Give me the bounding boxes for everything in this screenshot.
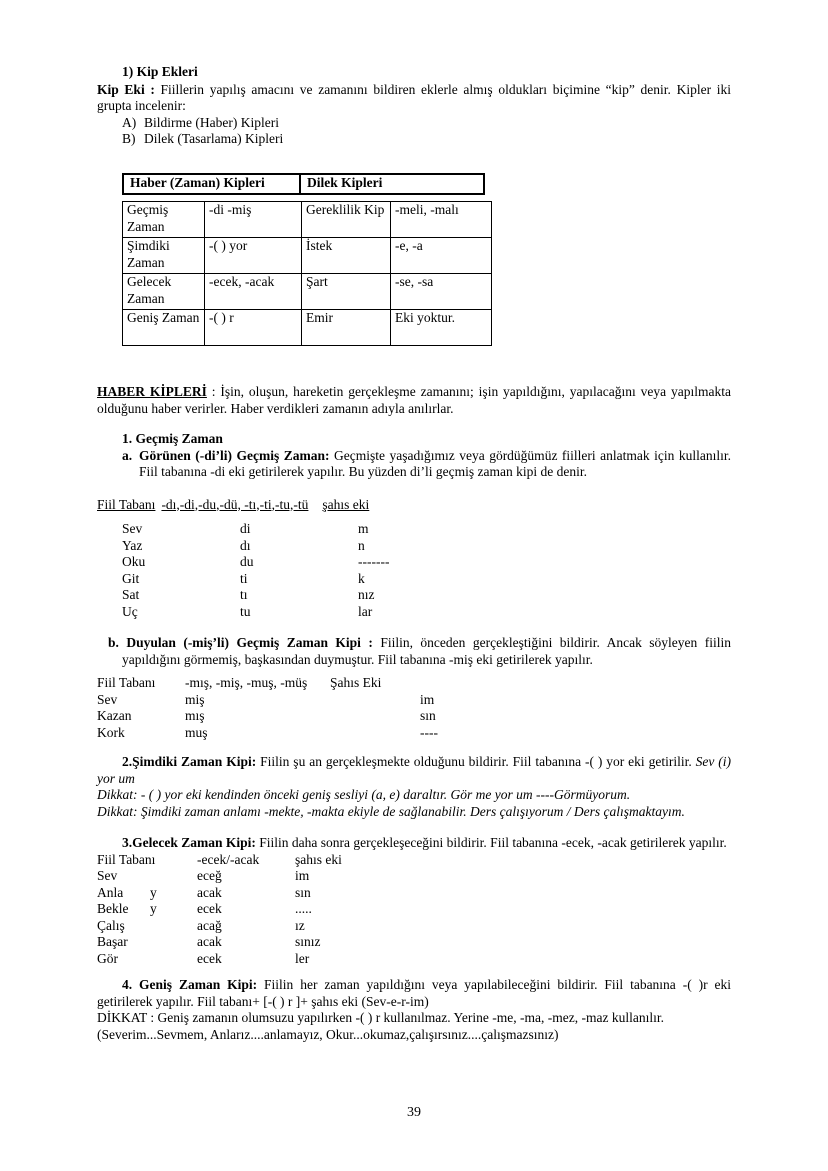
table-cell: -( ) r: [205, 310, 302, 346]
tense-suffix: dı: [240, 537, 251, 553]
verb-stem: Sev: [97, 868, 118, 883]
duyulan-heading: b. Duyulan (-miş’li) Geçmiş Zaman Kipi :: [108, 635, 373, 650]
person-suffix: lar: [358, 603, 373, 619]
list-marker-a: A): [122, 114, 137, 130]
conjugation-row: [122, 554, 731, 571]
col-header: Fiil Tabanı: [97, 851, 156, 867]
verb-stem: Yaz: [122, 537, 143, 553]
haber-kipleri-heading: HABER KİPLERİ: [97, 384, 207, 399]
conjugation-header-row: [97, 675, 731, 692]
tense-suffix: muş: [185, 724, 208, 740]
conjugation-row: [97, 708, 731, 725]
person-suffix: .....: [295, 901, 312, 916]
tense-suffix: eceğ: [197, 868, 222, 883]
header-cell-haber: Haber (Zaman) Kipleri: [123, 174, 300, 195]
conjugation-row: [97, 885, 731, 902]
buffer-letter: y: [150, 884, 157, 900]
genis-heading: 4. Geniş Zaman Kipi:: [122, 977, 258, 992]
haber-kipleri-paragraph: [97, 384, 731, 417]
verb-stem: Kork: [97, 724, 125, 740]
kip-types-header-table: [122, 173, 485, 196]
page-content: [97, 64, 731, 1043]
simdiki-text: Fiilin şu an gerçekleşmekte olduğunu bildirir. Fiil tabanına -( ) yor eki getirilir.: [256, 754, 696, 769]
haber-text: İşin, oluşun, hareketin gerçekleşme zamanını; işin yapıldığını, yapılacağını veya yapılmakta olduğunu haber verirler. Haber verdikleri zamanın adıyla anılırlar.: [97, 384, 731, 416]
simdiki-paragraph: [97, 754, 731, 787]
buffer-letter: y: [150, 901, 157, 916]
table-cell: Geniş Zaman: [123, 310, 205, 346]
verb-stem: Sev: [122, 521, 143, 536]
conjugation-row: [97, 725, 731, 742]
table-cell: -( ) yor: [205, 238, 302, 274]
col-header: Fiil Tabanı: [97, 675, 156, 690]
tense-suffix: ecek: [197, 950, 222, 966]
conjugation-row: [97, 934, 731, 951]
gorunen-text: Geçmişte yaşadığımız veya gördüğümüz fiilleri anlatmak için kullanılır. Fiil tabanına -di eki getirilerek yapılır. Bu yüzden di’li geçmiş zaman kipi de denir.: [139, 447, 732, 479]
table-cell: Gereklilik Kip: [302, 202, 391, 238]
conjugation-row: [97, 951, 731, 968]
dikkat-note-1: Dikkat: - ( ) yor eki kendinden önceki geniş sesliyi (a, e) daraltır. Gör me yor um ----Görmüyorum.: [97, 787, 631, 802]
col-header: şahıs eki: [295, 851, 342, 867]
tense-suffix: acak: [197, 934, 222, 949]
formula-suffix-list: -dı,-di,-du,-dü, -tı,-ti,-tu,-tü: [161, 496, 309, 512]
buffer-letter: [150, 951, 197, 968]
genis-dikkat-note: DİKKAT : Geniş zamanın olumsuzu yapılırken -( ) r kullanılmaz. Yerine -me, -ma, -mez, -maz kullanılır.: [97, 1010, 664, 1025]
col-header: -ecek/-acak: [197, 851, 260, 867]
table-row: [123, 274, 492, 310]
kip-suffix-table: [122, 201, 492, 346]
verb-stem: Uç: [122, 603, 138, 619]
conjugation-row: [97, 868, 731, 885]
table-cell: İstek: [302, 238, 391, 274]
dikkat-note-2: Dikkat: Şimdiki zaman anlamı -mekte, -makta ekiyle de sağlanabilir. Ders çalışıyorum / Ders çalışmaktayım.: [97, 803, 685, 819]
table-cell: -e, -a: [391, 238, 492, 274]
tense-suffix: di: [240, 521, 251, 536]
buffer-letter: [150, 934, 197, 951]
person-suffix: n: [358, 537, 365, 553]
table-cell: Geçmiş Zaman: [123, 202, 205, 238]
conjugation-row: [97, 901, 731, 918]
duyulan-paragraph: [108, 635, 731, 668]
person-suffix: im: [295, 868, 310, 883]
gelecek-heading: 3.Gelecek Zaman Kipi:: [122, 835, 256, 850]
col-header: Şahıs Eki: [330, 675, 382, 690]
item-marker-a: a.: [122, 447, 133, 463]
table-row: [123, 310, 492, 346]
verb-stem: Sev: [97, 691, 118, 707]
mis-conjugation-table: [97, 675, 731, 741]
table-row: [123, 202, 492, 238]
tense-suffix: acak: [197, 884, 222, 900]
list-label-a: Bildirme (Haber) Kipleri: [144, 114, 279, 130]
table-cell: Gelecek Zaman: [123, 274, 205, 310]
list-item-a: [122, 115, 731, 132]
col-header: -mış, -miş, -muş, -müş: [185, 675, 308, 690]
tense-suffix: miş: [185, 691, 205, 707]
verb-stem: Oku: [122, 554, 146, 569]
conjugation-header-row: [97, 852, 731, 869]
verb-stem: Sat: [122, 587, 140, 602]
person-suffix: k: [358, 570, 365, 586]
table-cell: -se, -sa: [391, 274, 492, 310]
person-suffix: sın: [295, 884, 311, 900]
di-conjugation-table: [97, 521, 731, 620]
list-marker-b: B): [122, 131, 136, 146]
conjugation-row: [122, 587, 731, 604]
kip-eki-definition: [97, 82, 731, 115]
person-suffix: ler: [295, 950, 310, 966]
table-cell: Emir: [302, 310, 391, 346]
kip-groups-list: [97, 115, 731, 148]
person-suffix: im: [420, 691, 435, 707]
tense-suffix: ecek: [197, 901, 222, 916]
table-cell: -ecek, -acak: [205, 274, 302, 310]
tense-suffix: tu: [240, 603, 251, 619]
verb-stem: Bekle: [97, 901, 129, 916]
person-suffix: nız: [358, 587, 375, 602]
formula-fiil-tabani: Fiil Tabanı: [97, 496, 156, 512]
genis-examples: (Severim...Sevmem, Anlarız....anlamayız, Okur...okumaz,çalışırsınız....çalışmazsınız): [97, 1026, 559, 1042]
conjugation-row: [122, 521, 731, 538]
genis-paragraph: [97, 977, 731, 1010]
tense-suffix: ti: [240, 570, 248, 586]
table-row: [123, 174, 484, 195]
table-row: [123, 238, 492, 274]
di-formula-line: [97, 497, 731, 514]
conjugation-row: [122, 571, 731, 588]
page-number: 39: [407, 1104, 421, 1120]
tense-suffix: du: [240, 554, 254, 569]
list-label-b: Dilek (Tasarlama) Kipleri: [144, 131, 284, 146]
list-item-b: [122, 131, 731, 148]
formula-sahis-eki: şahıs eki: [322, 496, 370, 512]
page-title: 1) Kip Ekleri: [122, 64, 198, 79]
gelecek-text: Fiilin daha sonra gerçekleşeceğini bildirir. Fiil tabanına -ecek, -acak getirilerek yapılır.: [255, 835, 727, 850]
person-suffix: ız: [295, 917, 305, 933]
simdiki-example: Sev (i) yor um: [97, 754, 731, 786]
gecmis-zaman-heading: 1. Geçmiş Zaman: [122, 431, 223, 446]
header-cell-dilek: Dilek Kipleri: [300, 174, 484, 195]
verb-stem: Başar: [97, 934, 128, 949]
tense-suffix: mış: [185, 708, 205, 723]
gelecek-conjugation-table: [97, 852, 731, 968]
tense-suffix: acağ: [197, 917, 222, 933]
person-suffix: sın: [420, 708, 436, 723]
conjugation-row: [122, 604, 731, 621]
duyulan-text: Fiilin, önceden gerçekleştiğini bildirir. Ancak söyleyen fiilin yapıldığını görmemiş, başkasından duymuştur. Fiil tabanına -miş eki getirilerek yapılır.: [122, 635, 731, 667]
conjugation-row: [97, 918, 731, 935]
verb-stem: Kazan: [97, 708, 132, 723]
buffer-letter: [150, 868, 197, 885]
kip-eki-text: Fiillerin yapılış amacını ve zamanını bildiren eklerle almış oldukları biçimine “kip” denir. Kipler iki grupta incelenir:: [97, 81, 731, 113]
verb-stem: Çalış: [97, 917, 125, 933]
verb-stem: Gör: [97, 950, 118, 966]
tense-suffix: tı: [240, 587, 248, 602]
kip-eki-label: Kip Eki :: [97, 81, 155, 97]
table-cell: -meli, -malı: [391, 202, 492, 238]
conjugation-row: [122, 538, 731, 555]
gorunen-paragraph: [122, 447, 732, 481]
gelecek-paragraph: [97, 835, 731, 852]
person-suffix: sınız: [295, 934, 321, 949]
verb-stem: Anla: [97, 884, 124, 900]
haber-separator: :: [206, 384, 221, 399]
table-cell: Eki yoktur.: [391, 310, 492, 346]
table-cell: -di -miş: [205, 202, 302, 238]
genis-text: Fiilin her zaman yapıldığını veya yapılabileceğini bildirir. Fiil tabanına -( )r eki getirilerek yapılır. Fiil tabanı+ [-( ) r ]+ şahıs eki (Sev-e-r-im): [97, 977, 731, 1009]
verb-stem: Git: [122, 570, 140, 586]
simdiki-heading: 2.Şimdiki Zaman Kipi:: [122, 754, 257, 769]
conjugation-row: [97, 692, 731, 709]
gorunen-heading: Görünen (-di’li) Geçmiş Zaman:: [139, 447, 330, 463]
person-suffix: m: [358, 521, 369, 536]
table-cell: Şimdiki Zaman: [123, 238, 205, 274]
person-suffix: -------: [358, 554, 390, 569]
table-cell: Şart: [302, 274, 391, 310]
person-suffix: ----: [420, 724, 438, 740]
buffer-letter: [150, 918, 197, 935]
